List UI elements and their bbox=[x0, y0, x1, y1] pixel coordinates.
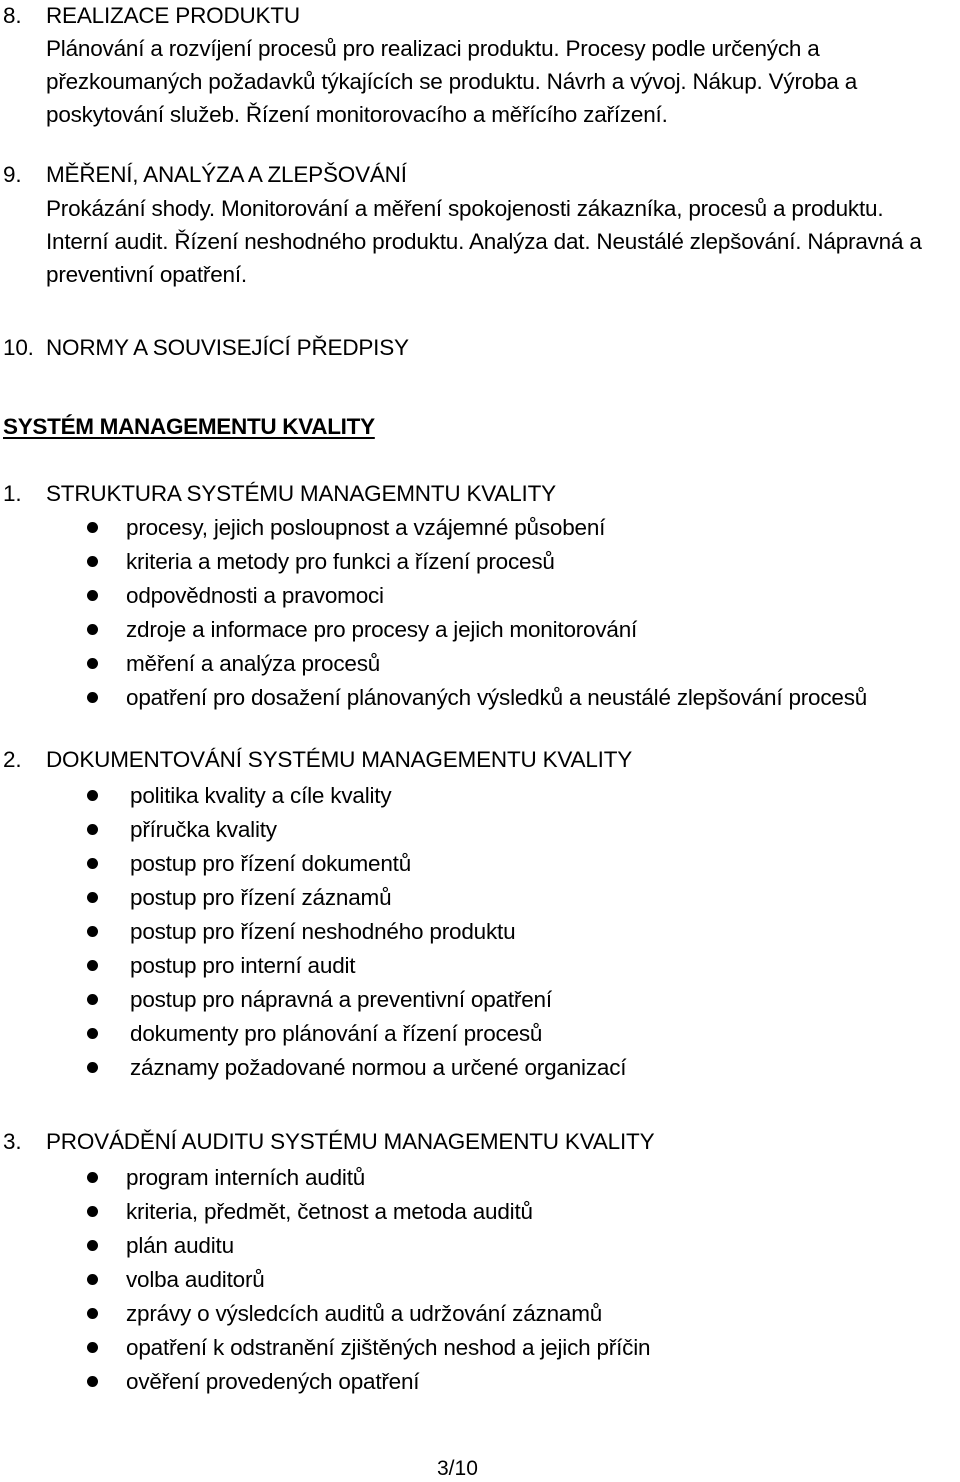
section-9-line-1: Prokázání shody. Monitorování a měření spokojenosti zákazníka, procesů a produktu. bbox=[46, 196, 884, 221]
bullet-icon bbox=[87, 892, 98, 903]
section-9-title: MĚŘENÍ, ANALÝZA A ZLEPŠOVÁNÍ bbox=[46, 162, 407, 187]
section-9-number: 9. bbox=[3, 162, 22, 187]
bullet-icon bbox=[87, 1240, 98, 1251]
section-9-line-2: Interní audit. Řízení neshodného produktu. Analýza dat. Neustálé zlepšování. Nápravná a bbox=[46, 229, 922, 254]
part-2-number: 2. bbox=[3, 747, 22, 772]
list-item-text: odpovědnosti a pravomoci bbox=[126, 583, 384, 608]
section-8-title: REALIZACE PRODUKTU bbox=[46, 3, 300, 28]
list-item-text: postup pro nápravná a preventivní opatření bbox=[130, 987, 552, 1012]
bullet-icon bbox=[87, 624, 98, 635]
part-1-title: STRUKTURA SYSTÉMU MANAGEMNTU KVALITY bbox=[46, 481, 556, 506]
list-item-text: postup pro řízení neshodného produktu bbox=[130, 919, 516, 944]
bullet-icon bbox=[87, 522, 98, 533]
bullet-icon bbox=[87, 692, 98, 703]
list-item-text: opatření k odstranění zjištěných neshod a jejich příčin bbox=[126, 1335, 651, 1360]
bullet-icon bbox=[87, 1172, 98, 1183]
part-2-title: DOKUMENTOVÁNÍ SYSTÉMU MANAGEMENTU KVALITY bbox=[46, 747, 633, 772]
section-8-number: 8. bbox=[3, 3, 22, 28]
bullet-icon bbox=[87, 590, 98, 601]
list-item-text: volba auditorů bbox=[126, 1267, 265, 1292]
section-8-line-1: Plánování a rozvíjení procesů pro realizaci produktu. Procesy podle určených a bbox=[46, 36, 820, 61]
bullet-icon bbox=[87, 858, 98, 869]
section-8-line-3: poskytování služeb. Řízení monitorovacího a měřícího zařízení. bbox=[46, 102, 668, 127]
list-item-text: dokumenty pro plánování a řízení procesů bbox=[130, 1021, 543, 1046]
section-8-line-2: přezkoumaných požadavků týkajících se produktu. Návrh a vývoj. Nákup. Výroba a bbox=[46, 69, 858, 94]
list-item-text: procesy, jejich posloupnost a vzájemné působení bbox=[126, 515, 606, 540]
list-item-text: postup pro interní audit bbox=[130, 953, 356, 978]
bullet-icon bbox=[87, 790, 98, 801]
bullet-icon bbox=[87, 1376, 98, 1387]
list-item-text: politika kvality a cíle kvality bbox=[130, 783, 392, 808]
section-9-line-3: preventivní opatření. bbox=[46, 262, 247, 287]
list-item-text: opatření pro dosažení plánovaných výsledků a neustálé zlepšování procesů bbox=[126, 685, 868, 710]
list-item-text: plán auditu bbox=[126, 1233, 234, 1258]
part-1-number: 1. bbox=[3, 481, 22, 506]
list-item-text: měření a analýza procesů bbox=[126, 651, 381, 676]
list-item-text: záznamy požadované normou a určené organizací bbox=[130, 1055, 627, 1080]
list-item-text: zdroje a informace pro procesy a jejich monitorování bbox=[126, 617, 638, 642]
section-10-title: NORMY A SOUVISEJÍCÍ PŘEDPISY bbox=[46, 335, 409, 360]
bullet-icon bbox=[87, 1062, 98, 1073]
list-item-text: postup pro řízení záznamů bbox=[130, 885, 392, 910]
list-item-text: kriteria, předmět, četnost a metoda auditů bbox=[126, 1199, 533, 1224]
bullet-icon bbox=[87, 994, 98, 1005]
list-item-text: zprávy o výsledcích auditů a udržování záznamů bbox=[126, 1301, 603, 1326]
section-10-number: 10. bbox=[3, 335, 34, 360]
bullet-icon bbox=[87, 1028, 98, 1039]
bullet-icon bbox=[87, 1342, 98, 1353]
bullet-icon bbox=[87, 556, 98, 567]
main-heading: SYSTÉM MANAGEMENTU KVALITY bbox=[3, 414, 375, 439]
list-item-text: program interních auditů bbox=[126, 1165, 366, 1190]
list-item-text: kriteria a metody pro funkci a řízení procesů bbox=[126, 549, 555, 574]
bullet-icon bbox=[87, 926, 98, 937]
list-item-text: postup pro řízení dokumentů bbox=[130, 851, 412, 876]
list-item-text: příručka kvality bbox=[130, 817, 277, 842]
part-3-title: PROVÁDĚNÍ AUDITU SYSTÉMU MANAGEMENTU KVALITY bbox=[46, 1129, 655, 1154]
bullet-icon bbox=[87, 1274, 98, 1285]
bullet-icon bbox=[87, 824, 98, 835]
bullet-icon bbox=[87, 658, 98, 669]
bullet-icon bbox=[87, 1308, 98, 1319]
part-3-number: 3. bbox=[3, 1129, 22, 1154]
page-number: 3/10 bbox=[437, 1457, 478, 1480]
list-item-text: ověření provedených opatření bbox=[126, 1369, 420, 1394]
bullet-icon bbox=[87, 960, 98, 971]
bullet-icon bbox=[87, 1206, 98, 1217]
